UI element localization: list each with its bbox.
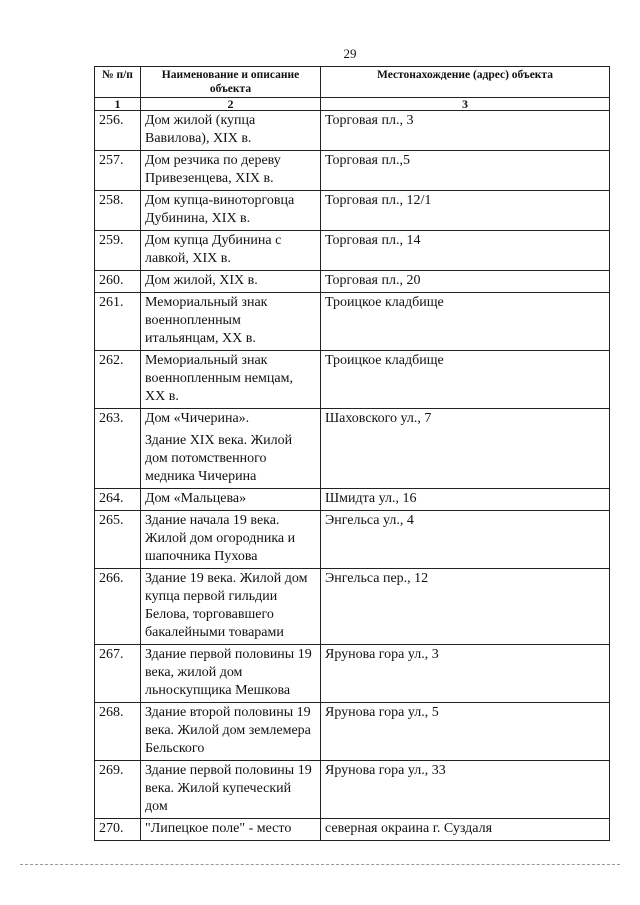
description-paragraph: Дом жилой (купца Вавилова), XIX в.	[145, 113, 256, 146]
row-description	[141, 819, 321, 841]
row-description	[141, 293, 321, 351]
column-index-row	[95, 98, 610, 111]
row-description	[141, 271, 321, 293]
row-number: 261.	[95, 293, 141, 351]
table-body	[95, 111, 610, 841]
row-description	[141, 151, 321, 191]
table-row	[95, 409, 610, 489]
table-row	[95, 191, 610, 231]
row-address: Шаховского ул., 7	[321, 409, 610, 489]
row-address: Торговая пл.,5	[321, 151, 610, 191]
row-number: 263.	[95, 409, 141, 489]
header-description: Наименование и описание объекта	[141, 67, 321, 98]
row-address: Торговая пл., 20	[321, 271, 610, 293]
row-number: 269.	[95, 761, 141, 819]
row-description	[141, 351, 321, 409]
column-index: 1	[95, 98, 141, 111]
description-paragraph: Дом купца Дубинина с лавкой, XIX в.	[145, 233, 282, 266]
description-paragraph: Дом «Мальцева»	[145, 491, 247, 506]
page-number: 29	[343, 46, 357, 61]
table-row	[95, 271, 610, 293]
row-description	[141, 761, 321, 819]
row-description	[141, 111, 321, 151]
description-paragraph: Здание 19 века. Жилой дом купца первой гильдии Белова, торговавшего бакалейными товарами	[145, 571, 308, 640]
description-paragraph: Здание первой половины 19 века. Жилой купеческий дом	[145, 763, 312, 814]
description-paragraph: Здание первой половины 19 века, жилой дом льноскупщика Мешкова	[145, 647, 312, 698]
description-paragraph: Дом жилой, XIX в.	[145, 273, 258, 288]
row-number: 265.	[95, 511, 141, 569]
table-row	[95, 703, 610, 761]
row-number: 267.	[95, 645, 141, 703]
description-paragraph: Мемориальный знак военнопленным итальянцам, XX в.	[145, 295, 268, 346]
row-description	[141, 703, 321, 761]
row-address: Энгельса пер., 12	[321, 569, 610, 645]
row-description	[141, 511, 321, 569]
description-paragraph: Дом купца-виноторговца Дубинина, XIX в.	[145, 193, 295, 226]
row-number: 266.	[95, 569, 141, 645]
table-row	[95, 151, 610, 191]
table-row	[95, 293, 610, 351]
row-number: 256.	[95, 111, 141, 151]
table-row	[95, 569, 610, 645]
header-address: Местонахождение (адрес) объекта	[321, 67, 610, 98]
row-number: 270.	[95, 819, 141, 841]
table-row	[95, 645, 610, 703]
description-paragraph: Здание начала 19 века. Жилой дом огородника и шапочника Пухова	[145, 513, 296, 564]
table-row	[95, 819, 610, 841]
row-number: 257.	[95, 151, 141, 191]
row-description	[141, 231, 321, 271]
table-header	[95, 67, 610, 111]
row-number: 259.	[95, 231, 141, 271]
description-paragraph: Мемориальный знак военнопленным немцам, XX в.	[145, 353, 293, 404]
description-paragraph: Дом резчика по дереву Привезенцева, XIX в.	[145, 153, 281, 186]
table-row	[95, 231, 610, 271]
row-number: 262.	[95, 351, 141, 409]
row-address: Ярунова гора ул., 33	[321, 761, 610, 819]
row-description	[141, 645, 321, 703]
table-row	[95, 351, 610, 409]
row-address: Торговая пл., 3	[321, 111, 610, 151]
description-paragraph: Здание второй половины 19 века. Жилой дом землемера Бельского	[145, 705, 311, 756]
table-row	[95, 511, 610, 569]
table-row	[95, 111, 610, 151]
row-number: 258.	[95, 191, 141, 231]
row-address: Энгельса ул., 4	[321, 511, 610, 569]
row-description	[141, 569, 321, 645]
table-row	[95, 489, 610, 511]
row-number: 264.	[95, 489, 141, 511]
row-number: 260.	[95, 271, 141, 293]
row-address: Ярунова гора ул., 5	[321, 703, 610, 761]
row-address: Торговая пл., 14	[321, 231, 610, 271]
column-index: 2	[141, 98, 321, 111]
description-paragraph: "Липецкое поле" - место	[145, 821, 292, 836]
heritage-objects-table	[94, 66, 610, 841]
row-address: Троицкое кладбище	[321, 293, 610, 351]
table-row	[95, 761, 610, 819]
row-number: 268.	[95, 703, 141, 761]
row-address: Шмидта ул., 16	[321, 489, 610, 511]
description-paragraph: Здание XIX века. Жилой дом потомственного медника Чичерина	[145, 433, 293, 484]
row-address: северная окраина г. Суздаля	[321, 819, 610, 841]
row-description	[141, 191, 321, 231]
footer-divider	[20, 864, 620, 865]
column-index: 3	[321, 98, 610, 111]
row-address: Ярунова гора ул., 3	[321, 645, 610, 703]
description-paragraph: Дом «Чичерина».	[145, 411, 250, 426]
row-description	[141, 409, 321, 489]
row-address: Троицкое кладбище	[321, 351, 610, 409]
row-description	[141, 489, 321, 511]
header-num: № п/п	[95, 67, 141, 98]
row-address: Торговая пл., 12/1	[321, 191, 610, 231]
header-row	[95, 67, 610, 98]
